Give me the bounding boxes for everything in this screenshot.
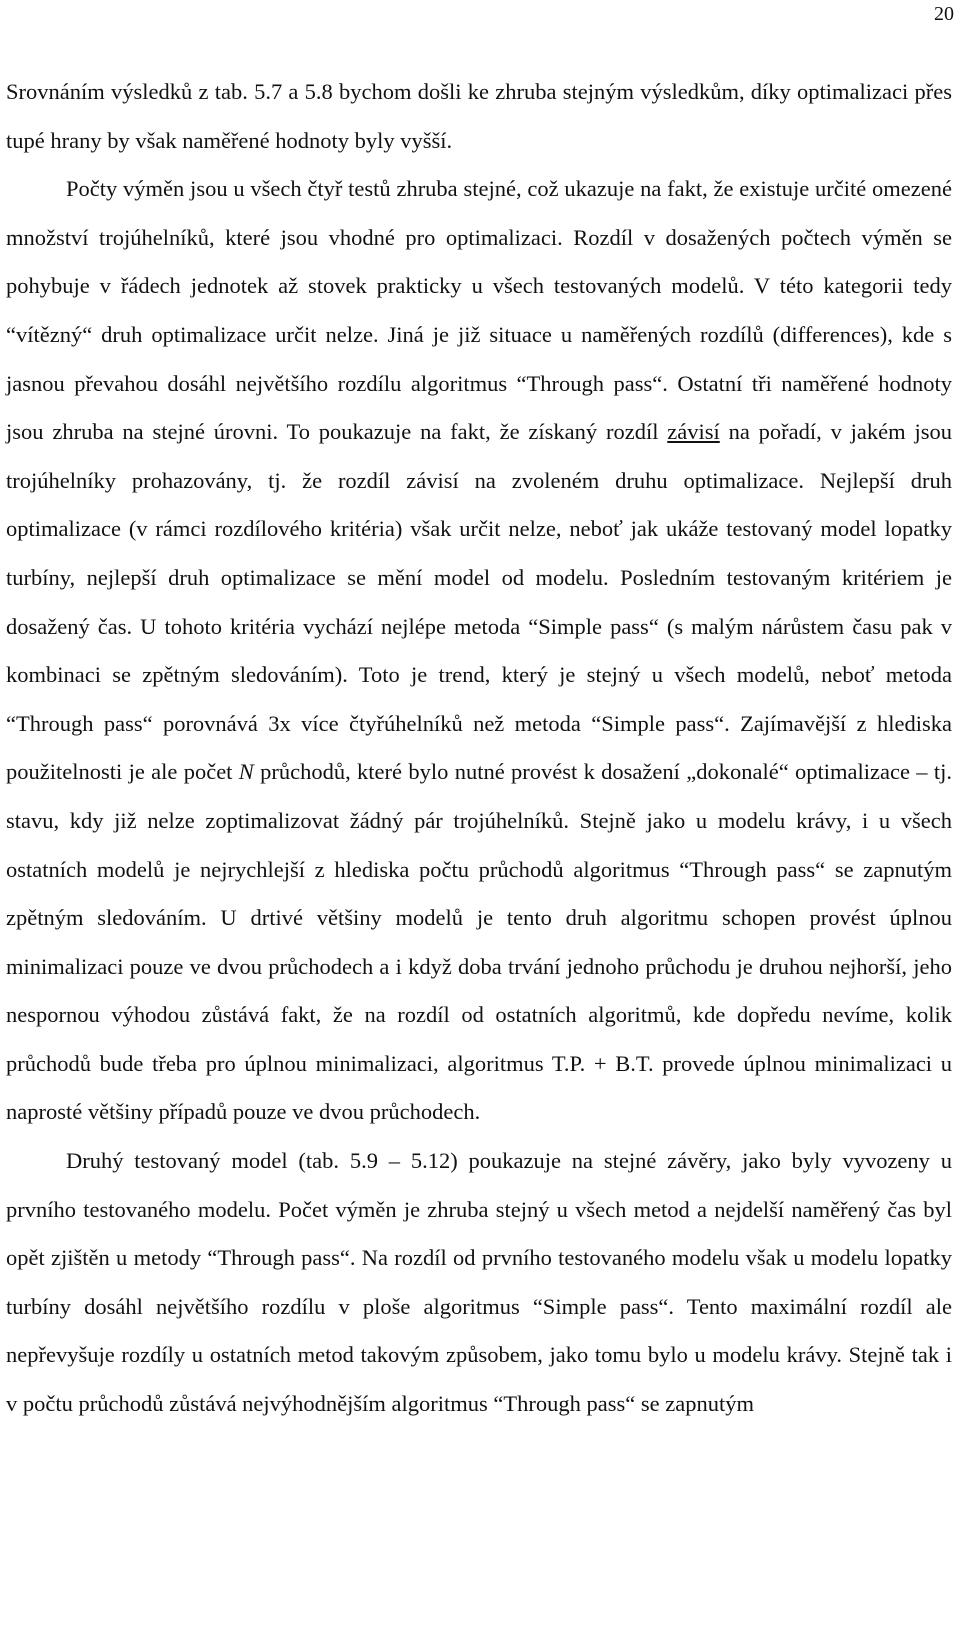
text-run: na pořadí, v jakém jsou trojúhelníky prohazovány, tj. že rozdíl závisí na zvoleném druhu optimalizace. Nejlepší druh optimalizace (v rámci rozdílového kritéria) však určit nelze, neboť jak ukáže testovaný model lopatky turbíny, nejlepší druh optimalizace se mění model od modelu. Posledním testovaným kritériem je dosažený čas. U tohoto kritéria vychází nejlépe metoda “Simple pass“ (s malým nárůstem času pak v kombinaci se zpětným sledováním). Toto je trend, který je stejný u všech modelů, neboť metoda “Through pass“ porovnává 3x více čtyřúhelníků než metoda “Simple pass“. Zajímavější z hlediska použitelnosti je ale počet <box>6 419 952 785</box>
text-run: Počty výměn jsou u všech čtyř testů zhruba stejné, což ukazuje na fakt, že existuje určité omezené množství trojúhelníků, které jsou vhodné pro optimalizaci. Rozdíl v dosažených počtech výměn se pohybuje v řádech jednotek až stovek prakticky u všech testovaných modelů. V této kategorii tedy “vítězný“ druh optimalizace určit nelze. Jiná je již situace u naměřených rozdílů (differences), kde s jasnou převahou dosáhl největšího rozdílu algoritmus “Through pass“. Ostatní tři naměřené hodnoty jsou zhruba na stejné úrovni. To poukazuje na fakt, že získaný rozdíl <box>6 176 952 445</box>
page-number: 20 <box>934 3 954 25</box>
italic-variable: N <box>238 759 254 785</box>
document-body <box>6 68 952 1429</box>
underlined-word: závisí <box>667 419 720 445</box>
text-run: průchodů, které bylo nutné provést k dosažení „dokonalé“ optimalizace – tj. stavu, kdy již nelze zoptimalizovat žádný pár trojúhelníků. Stejně jako u modelu krávy, i u všech ostatních modelů je nejrychlejší z hlediska počtu průchodů algoritmus “Through pass“ se zapnutým zpětným sledováním. U drtivé většiny modelů je tento druh algoritmu schopen provést úplnou minimalizaci pouze ve dvou průchodech a i když doba trvání jednoho průchodu je druhou nejhorší, jeho nespornou výhodou zůstává fakt, že na rozdíl od ostatních algoritmů, kde dopředu nevíme, kolik průchodů bude třeba pro úplnou minimalizaci, algoritmus T.P. + B.T. provede úplnou minimalizaci u naprosté většiny případů pouze ve dvou průchodech. <box>6 759 952 1125</box>
paragraph-second-model: Druhý testovaný model (tab. 5.9 – 5.12) poukazuje na stejné závěry, jako byly vyvozeny u prvního testovaného modelu. Počet výměn je zhruba stejný u všech metod a nejdelší naměřený čas byl opět zjištěn u metody “Through pass“. Na rozdíl od prvního testovaného modelu však u modelu lopatky turbíny dosáhl největšího rozdílu v ploše algoritmus “Simple pass“. Tento maximální rozdíl ale nepřevyšuje rozdíly u ostatních metod takovým způsobem, jako tomu bylo u modelu krávy. Stejně tak i v počtu průchodů zůstává nejvýhodnějším algoritmus “Through pass“ se zapnutým <box>6 1148 952 1417</box>
paragraph-comparison: Srovnáním výsledků z tab. 5.7 a 5.8 bychom došli ke zhruba stejným výsledkům, díky optimalizaci přes tupé hrany by však naměřené hodnoty byly vyšší. <box>6 79 952 153</box>
paragraph-exchanges-analysis <box>6 165 952 1137</box>
